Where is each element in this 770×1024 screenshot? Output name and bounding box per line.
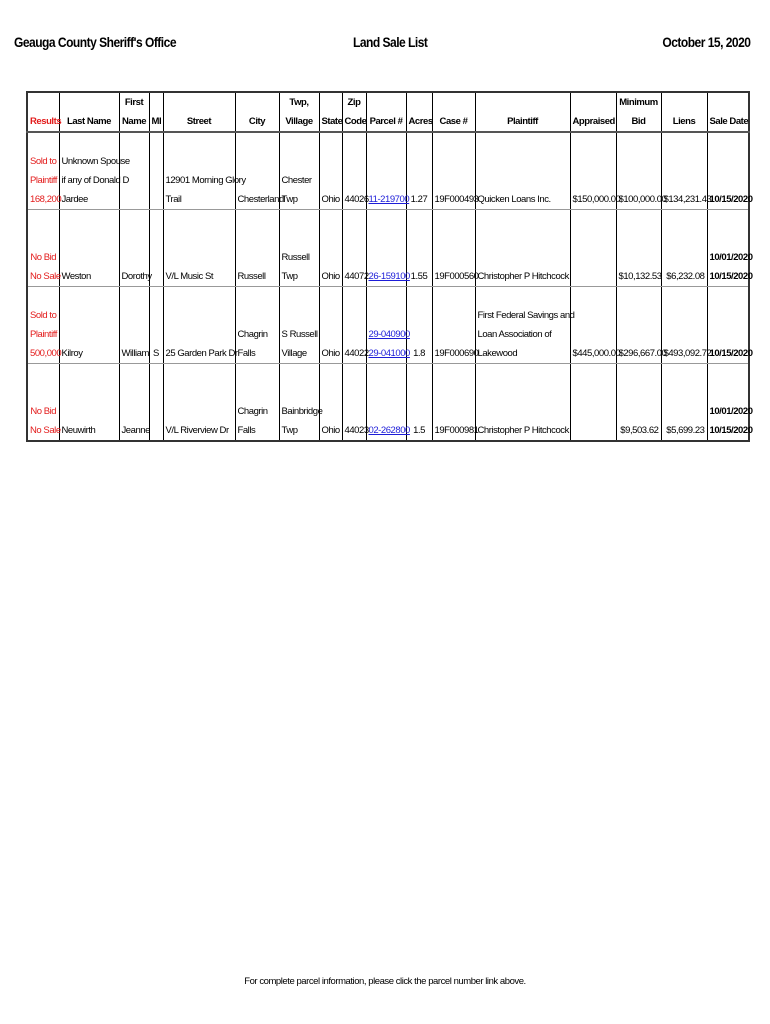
state-cell: Ohio [319, 210, 342, 287]
city-cell [235, 287, 279, 364]
sale-date-cell [707, 287, 753, 364]
case-cell: 19F000493 [432, 132, 475, 210]
col-results: Results [27, 92, 59, 132]
last-name-cell-line: Neuwirth [61, 425, 96, 436]
case-cell: 19F000981 [432, 364, 475, 442]
acres-cell: 1.8 [406, 287, 432, 364]
col-acres: Acres [406, 92, 432, 132]
last-name-cell-line: Jardee [61, 194, 88, 205]
liens-cell: $6,232.08 [661, 210, 707, 287]
parcel-link[interactable] [366, 287, 410, 364]
col-appraised: Appraised [570, 92, 616, 132]
city-cell: Russell [235, 210, 279, 287]
street-cell-line: 12901 Morning Glory [165, 175, 246, 186]
zip-cell: 44072 [342, 210, 366, 287]
case-cell: 19F000560 [432, 210, 475, 287]
plaintiff-cell-line: Loan Association of [477, 329, 552, 340]
twp-cell [279, 364, 323, 442]
result-cell [27, 132, 62, 210]
col-street: Street [163, 92, 235, 132]
zip-cell: 44022 [342, 287, 366, 364]
plaintiff-cell-line: Christopher P Hitchcock [477, 271, 569, 282]
plaintiff-cell [475, 364, 570, 442]
col-first-name: First Name [119, 92, 149, 132]
plaintiff-cell-line: Christopher P Hitchcock [477, 425, 569, 436]
liens-cell: $5,699.23 [661, 364, 707, 442]
page-title: Land Sale List [353, 34, 428, 50]
minimum-bid-cell: $9,503.62 [616, 364, 661, 442]
result-cell-line: Plaintiff [30, 175, 57, 186]
twp-cell-line: Chester [281, 175, 312, 186]
office-name: Geauga County Sheriff's Office [14, 34, 177, 50]
last-name-cell [59, 132, 130, 210]
city-cell-line: Falls [237, 348, 256, 359]
city-cell: Chesterland [235, 132, 279, 210]
last-name-cell-line: Unknown Spouse [61, 156, 130, 167]
twp-cell-line: Twp [281, 425, 298, 436]
parcel-link[interactable] [366, 210, 410, 287]
result-cell [27, 210, 59, 287]
street-cell-line: 25 Garden Park Dr [165, 348, 238, 359]
col-zip: Zip Code [342, 92, 366, 132]
table-row [27, 210, 749, 287]
col-plaintiff: Plaintiff [475, 92, 570, 132]
table-row [27, 132, 749, 210]
mi-cell [149, 364, 163, 442]
sale-date-cell [707, 132, 753, 210]
result-cell-line: 168,200 [30, 194, 62, 205]
parcel-link-line[interactable]: 26-159100 [368, 271, 410, 282]
appraised-cell: $445,000.00 [570, 287, 616, 364]
street-cell-line: Trail [165, 194, 182, 205]
twp-cell-line: Village [281, 348, 307, 359]
minimum-bid-cell: $100,000.00 [616, 132, 661, 210]
parcel-link[interactable] [366, 364, 410, 442]
case-cell: 19F000690 [432, 287, 475, 364]
city-cell-line: Falls [237, 425, 256, 436]
twp-cell-line: Bainbridge [281, 406, 323, 417]
col-parcel: Parcel # [366, 92, 406, 132]
result-cell-line: No Bid [30, 252, 57, 263]
plaintiff-cell-line: First Federal Savings and [477, 310, 575, 321]
parcel-link-line[interactable]: 29-040900 [368, 329, 410, 340]
plaintiff-cell [475, 210, 570, 287]
street-cell [163, 210, 235, 287]
land-sale-table [26, 91, 753, 442]
liens-cell: $493,092.72 [661, 287, 707, 364]
mi-cell [149, 132, 163, 210]
parcel-link-line[interactable]: 29-041000 [368, 348, 410, 359]
sale-date-cell-line: 10/15/2020 [709, 348, 753, 359]
plaintiff-cell [475, 132, 570, 210]
acres-cell: 1.27 [406, 132, 432, 210]
minimum-bid-cell: $10,132.53 [616, 210, 661, 287]
result-cell-line: No Bid [30, 406, 57, 417]
last-name-cell [59, 287, 119, 364]
result-cell [27, 287, 62, 364]
street-cell [163, 364, 235, 442]
street-cell [163, 132, 246, 210]
twp-cell-line: Twp [281, 194, 298, 205]
result-cell-line: Sold to [30, 310, 57, 321]
table-row [27, 287, 749, 364]
plaintiff-cell-line: Lakewood [477, 348, 518, 359]
last-name-cell-line: Weston [61, 271, 91, 282]
appraised-cell: $150,000.00 [570, 132, 616, 210]
parcel-link-line[interactable]: 11-219700 [368, 194, 410, 205]
list-date: October 15, 2020 [661, 34, 750, 50]
footer-note: For complete parcel information, please click the parcel number link above. [244, 976, 526, 987]
parcel-link-line[interactable]: 02-262800 [368, 425, 410, 436]
last-name-cell [59, 364, 119, 442]
col-mi: MI [149, 92, 163, 132]
street-cell [163, 287, 238, 364]
first-name-cell [119, 132, 149, 210]
zip-cell: 44023 [342, 364, 366, 442]
col-state: State [319, 92, 342, 132]
col-case: Case # [432, 92, 475, 132]
sale-date-cell-line: 10/15/2020 [709, 425, 753, 436]
first-name-cell: William [119, 287, 149, 364]
twp-cell-line: Russell [281, 252, 310, 263]
twp-cell [279, 287, 319, 364]
sale-date-cell-line: 10/15/2020 [709, 271, 753, 282]
first-name-cell: Dorothy [119, 210, 149, 287]
city-cell [235, 364, 279, 442]
street-cell-line: V/L Riverview Dr [165, 425, 229, 436]
twp-cell [279, 210, 319, 287]
result-cell-line: 500,000 [30, 348, 62, 359]
state-cell: Ohio [319, 287, 342, 364]
minimum-bid-cell: $296,667.00 [616, 287, 661, 364]
street-cell-line: V/L Music St [165, 271, 214, 282]
acres-cell: 1.5 [406, 364, 432, 442]
acres-cell: 1.55 [406, 210, 432, 287]
twp-cell [279, 132, 319, 210]
city-cell-line: Chagrin [237, 329, 268, 340]
first-name-cell: Jeanne [119, 364, 149, 442]
sale-date-cell [707, 364, 753, 442]
col-twp-village: Twp, Village [279, 92, 319, 132]
appraised-cell [570, 364, 616, 442]
col-minimum-bid: Minimum Bid [616, 92, 661, 132]
sale-date-cell-line: 10/15/2020 [709, 194, 753, 205]
zip-cell: 44026 [342, 132, 366, 210]
parcel-link[interactable] [366, 132, 410, 210]
table-header-row [27, 92, 749, 132]
twp-cell-line: S Russell [281, 329, 318, 340]
state-cell: Ohio [319, 132, 342, 210]
sale-date-cell [707, 210, 753, 287]
last-name-cell-line: if any of Donald D [61, 175, 129, 186]
liens-cell: $134,231.43 [661, 132, 707, 210]
sale-date-cell-line: 10/01/2020 [709, 406, 753, 417]
appraised-cell [570, 210, 616, 287]
plaintiff-cell-line: Quicken Loans Inc. [477, 194, 551, 205]
last-name-cell-line: Kilroy [61, 348, 83, 359]
twp-cell-line: Twp [281, 271, 298, 282]
result-cell-line: No Sale [30, 425, 61, 436]
table-row [27, 364, 749, 442]
plaintiff-cell [475, 287, 575, 364]
result-cell-line: Sold to [30, 156, 57, 167]
result-cell-line: No Sale [30, 271, 61, 282]
col-last-name: Last Name [59, 92, 119, 132]
state-cell: Ohio [319, 364, 342, 442]
city-cell-line: Chagrin [237, 406, 268, 417]
result-cell [27, 364, 59, 442]
col-sale-date: Sale Date [707, 92, 749, 132]
last-name-cell [59, 210, 119, 287]
sale-date-cell-line: 10/01/2020 [709, 252, 753, 263]
mi-cell: S [149, 287, 163, 364]
result-cell-line: Plaintiff [30, 329, 57, 340]
col-liens: Liens [661, 92, 707, 132]
col-city: City [235, 92, 279, 132]
